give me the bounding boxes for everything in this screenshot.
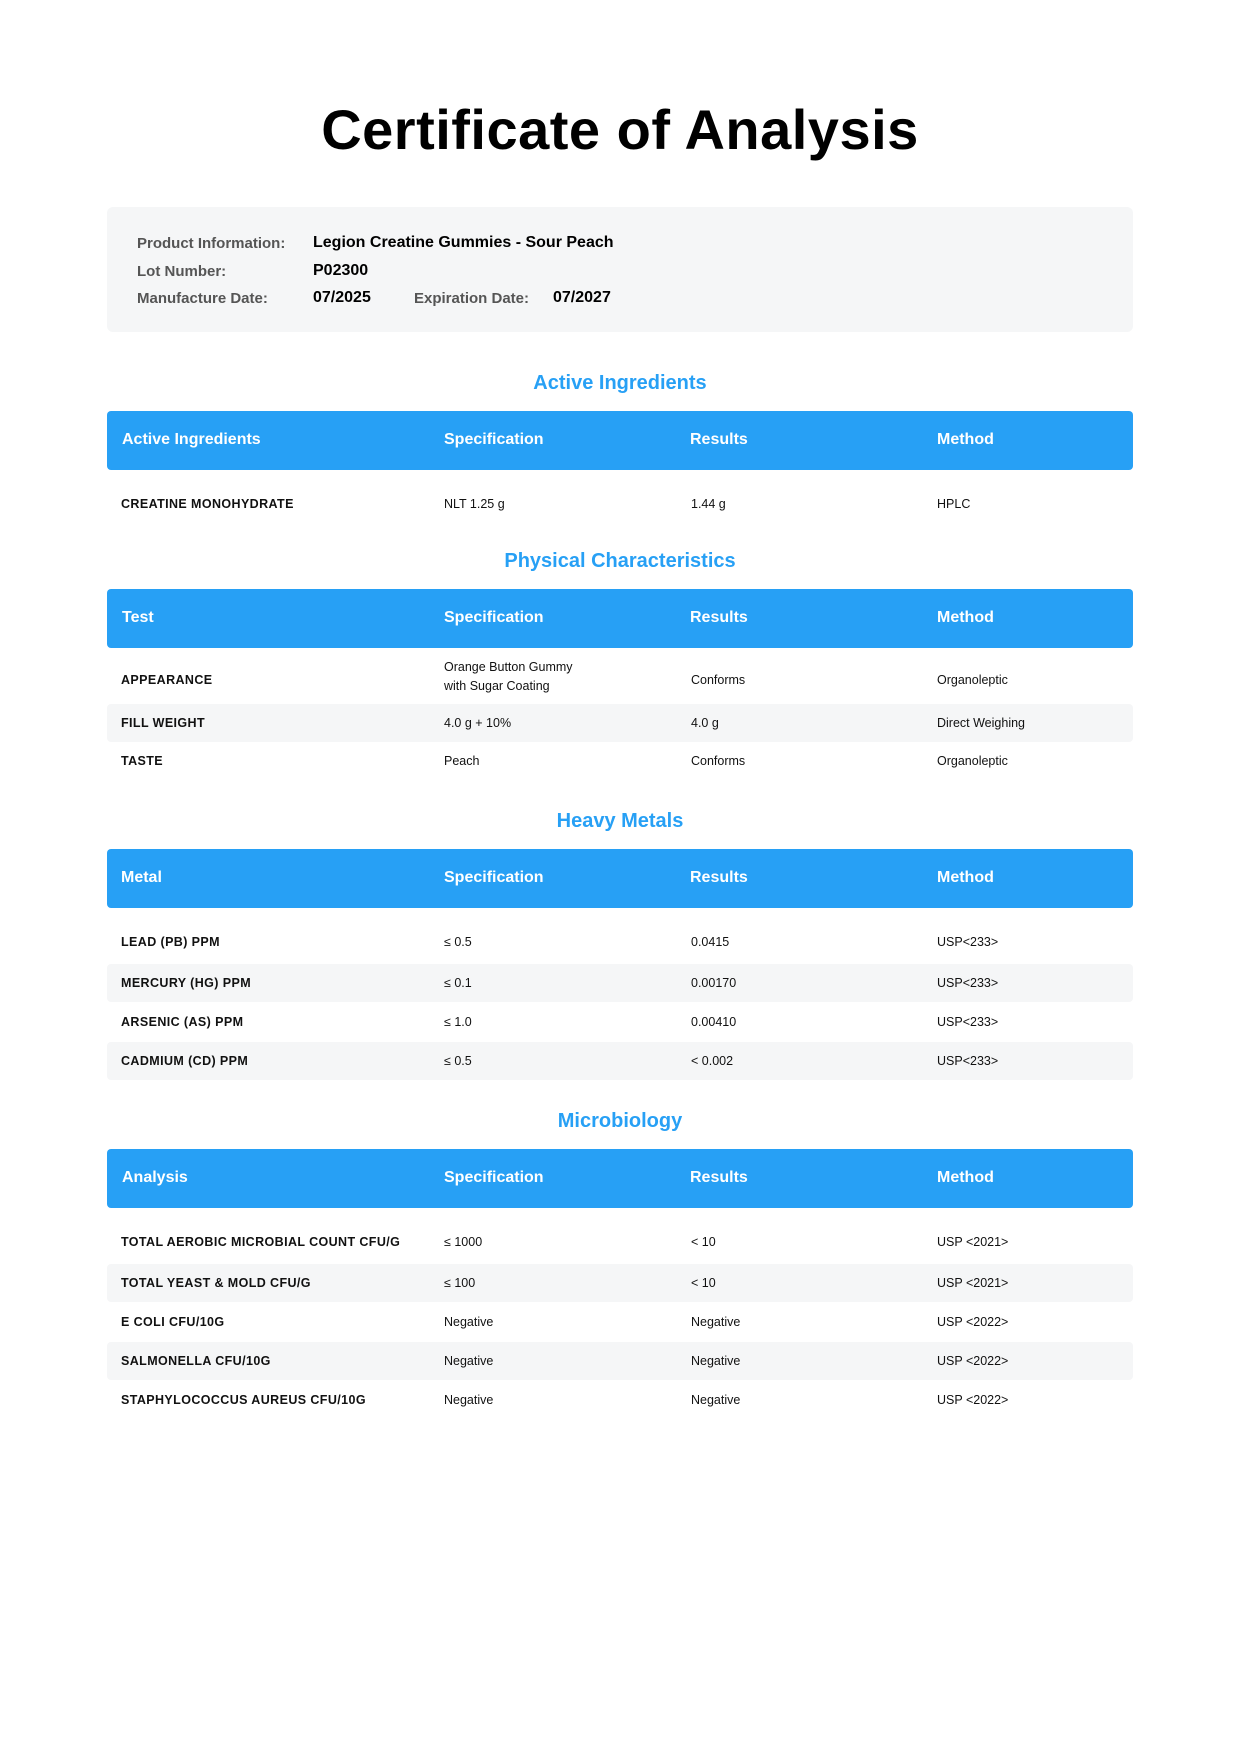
test-name: CADMIUM (CD) PPM (121, 1054, 249, 1068)
column-header: Metal (121, 869, 162, 886)
specification: Negative (444, 1315, 494, 1329)
result: < 10 (691, 1235, 716, 1249)
column-header: Method (937, 869, 994, 886)
table-header-microbiology (107, 1149, 1133, 1208)
column-header: Results (690, 1169, 748, 1186)
specification: Orange Button Gummy (444, 660, 573, 674)
test-name: APPEARANCE (121, 673, 213, 687)
method: USP <2022> (937, 1393, 1009, 1407)
test-name: CREATINE MONOHYDRATE (121, 497, 294, 511)
table-row (107, 487, 1133, 523)
test-name: MERCURY (HG) PPM (121, 976, 252, 990)
result: 0.0415 (691, 935, 730, 949)
specification: ≤ 1000 (444, 1235, 483, 1249)
table-row (107, 923, 1133, 961)
table-row (107, 1264, 1133, 1302)
manufacture-date-value: 07/2025 (313, 289, 371, 306)
column-header: Method (937, 1169, 994, 1186)
method: USP<233> (937, 1054, 999, 1068)
table-header-active-ingredients (107, 411, 1133, 470)
table-row (107, 656, 1133, 700)
test-name: FILL WEIGHT (121, 716, 206, 730)
result: 1.44 g (691, 497, 726, 511)
test-name: TOTAL YEAST & MOLD CFU/G (121, 1276, 311, 1290)
section-title-active-ingredients: Active Ingredients (533, 372, 707, 394)
test-name: E COLI CFU/10G (121, 1315, 225, 1329)
specification: Negative (444, 1393, 494, 1407)
method: USP<233> (937, 1015, 999, 1029)
table-row (107, 1303, 1133, 1341)
result: Conforms (691, 754, 746, 768)
column-header: Results (690, 431, 748, 448)
result: Negative (691, 1354, 741, 1368)
test-name: STAPHYLOCOCCUS AUREUS CFU/10G (121, 1393, 366, 1407)
specification: NLT 1.25 g (444, 497, 505, 511)
table-row (107, 1042, 1133, 1080)
table-row (107, 1342, 1133, 1380)
test-name: LEAD (PB) PPM (121, 935, 220, 949)
column-header: Specification (444, 431, 544, 448)
column-header: Results (690, 609, 748, 626)
manufacture-date-label: Manufacture Date: (137, 290, 268, 307)
specification: ≤ 0.5 (444, 1054, 472, 1068)
page-title: Certificate of Analysis (321, 98, 919, 161)
column-header: Test (122, 609, 154, 626)
method: Organoleptic (937, 754, 1008, 768)
column-header: Method (937, 609, 994, 626)
result: Conforms (691, 673, 746, 687)
result: 4.0 g (691, 716, 719, 730)
method: USP<233> (937, 976, 999, 990)
specification: Negative (444, 1354, 494, 1368)
result: < 0.002 (691, 1054, 734, 1068)
result: 0.00410 (691, 1015, 737, 1029)
specification: Peach (444, 754, 480, 768)
expiration-date-value: 07/2027 (553, 289, 611, 306)
lot-label: Lot Number: (137, 263, 227, 280)
specification-line-2: with Sugar Coating (444, 679, 550, 693)
result: < 10 (691, 1276, 716, 1290)
section-title-microbiology: Microbiology (557, 1110, 683, 1132)
result: Negative (691, 1315, 741, 1329)
specification: 4.0 g + 10% (444, 716, 512, 730)
method: Organoleptic (937, 673, 1008, 687)
method: USP <2021> (937, 1235, 1009, 1249)
table-row (107, 1381, 1133, 1419)
table-row (107, 964, 1133, 1002)
column-header: Specification (444, 609, 544, 626)
product-label: Product Information: (137, 235, 286, 252)
table-header-heavy-metals (107, 849, 1133, 908)
column-header: Analysis (122, 1169, 188, 1186)
test-name: TASTE (121, 754, 164, 768)
table-row (107, 1003, 1133, 1041)
table-row (107, 1223, 1133, 1261)
column-header: Specification (444, 1169, 544, 1186)
method: USP <2021> (937, 1276, 1009, 1290)
method: USP <2022> (937, 1315, 1009, 1329)
table-header-physical-characteristics (107, 589, 1133, 648)
table-row (107, 742, 1133, 780)
specification: ≤ 0.1 (444, 976, 472, 990)
lot-value: P02300 (313, 262, 369, 279)
section-title-physical-characteristics: Physical Characteristics (504, 550, 736, 572)
column-header: Method (937, 431, 994, 448)
method: USP<233> (937, 935, 999, 949)
test-name: SALMONELLA CFU/10G (121, 1354, 271, 1368)
result: 0.00170 (691, 976, 737, 990)
test-name: ARSENIC (AS) PPM (121, 1015, 244, 1029)
method: Direct Weighing (937, 716, 1026, 730)
product-value: Legion Creatine Gummies - Sour Peach (313, 234, 614, 251)
expiration-date-label: Expiration Date: (414, 290, 530, 307)
section-title-heavy-metals: Heavy Metals (556, 810, 684, 832)
column-header: Active Ingredients (122, 431, 261, 448)
product-info-panel (107, 207, 1133, 332)
method: USP <2022> (937, 1354, 1009, 1368)
specification: ≤ 1.0 (444, 1015, 472, 1029)
table-row (107, 704, 1133, 742)
test-name: TOTAL AEROBIC MICROBIAL COUNT CFU/G (121, 1235, 401, 1249)
column-header: Results (690, 869, 748, 886)
specification: ≤ 0.5 (444, 935, 472, 949)
result: Negative (691, 1393, 741, 1407)
specification: ≤ 100 (444, 1276, 476, 1290)
column-header: Specification (444, 869, 544, 886)
method: HPLC (937, 497, 971, 511)
